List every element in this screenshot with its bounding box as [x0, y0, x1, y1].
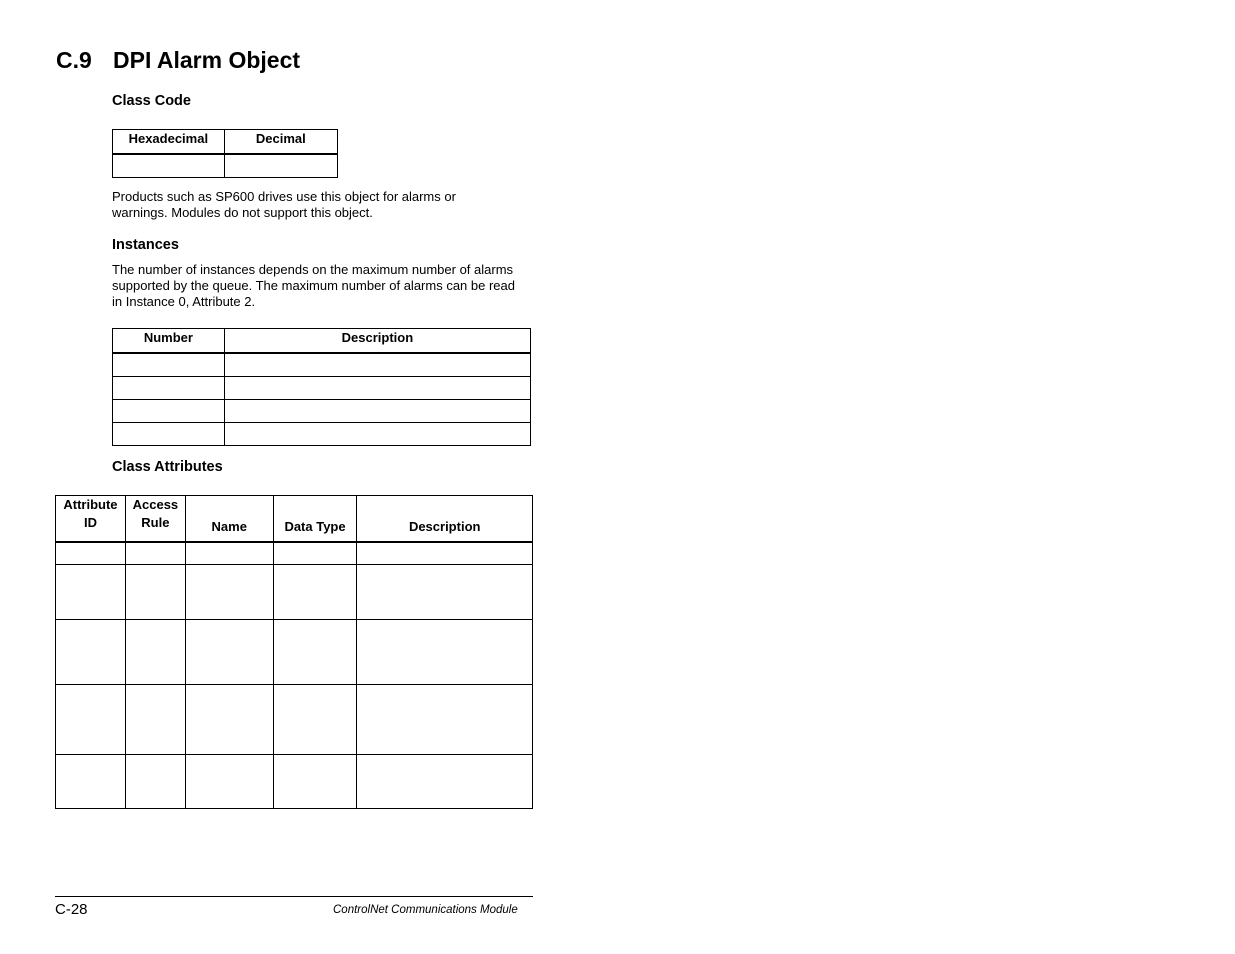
section-number: C.9: [56, 47, 92, 73]
instances-header-number: Number: [113, 329, 225, 354]
page-number: C-28: [55, 901, 88, 918]
table-row: [56, 564, 533, 619]
class-attributes-table: [55, 495, 533, 809]
attr-header-access: Access Rule: [125, 496, 185, 543]
attr-header-id: Attribute ID: [56, 496, 126, 543]
class-code-hex-cell: [113, 154, 225, 178]
table-row: [56, 619, 533, 684]
intro-paragraph: Products such as SP600 drives use this object for alarms or warnings. Modules do not support this object.: [112, 189, 456, 220]
attr-header-description: Description: [357, 496, 533, 543]
table-row: [113, 377, 531, 400]
instances-paragraph: The number of instances depends on the maximum number of alarms supported by the queue. The maximum number of alarms can be read in Instance 0, Attribute 2.: [112, 262, 515, 309]
class-code-table: [112, 129, 338, 178]
table-row: [56, 684, 533, 754]
table-row: [113, 353, 531, 377]
table-row: [56, 754, 533, 808]
class-code-header-dec: Decimal: [224, 130, 337, 155]
footer-document-title: ControlNet Communications Module: [333, 904, 518, 916]
table-row: [113, 423, 531, 446]
attr-header-type: Data Type: [273, 496, 357, 543]
attr-header-name: Name: [185, 496, 273, 543]
section-title: [56, 47, 300, 74]
table-row: [56, 542, 533, 564]
footer-rule: [55, 896, 533, 897]
section-title-text: DPI Alarm Object: [113, 47, 301, 73]
table-row: [113, 400, 531, 423]
instances-heading: Instances: [112, 237, 179, 253]
class-code-dec-cell: [224, 154, 337, 178]
class-code-header-hex: Hexadecimal: [113, 130, 225, 155]
instances-header-description: Description: [224, 329, 530, 354]
class-code-heading: Class Code: [112, 93, 191, 109]
instances-table: [112, 328, 531, 446]
class-attributes-heading: Class Attributes: [112, 459, 223, 475]
